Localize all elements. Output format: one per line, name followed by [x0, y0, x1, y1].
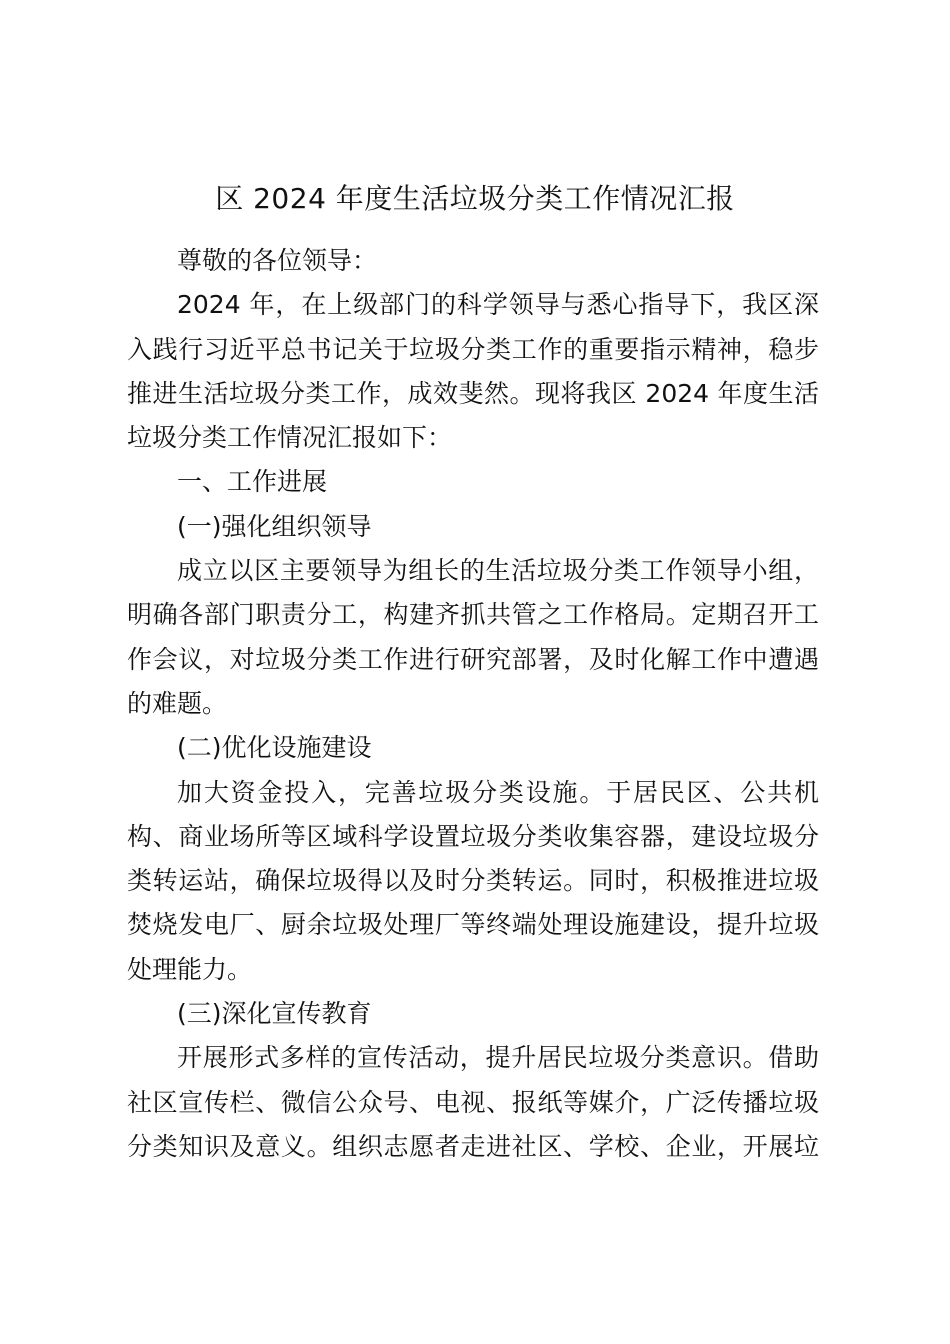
body-line: 构、商业场所等区域科学设置垃圾分类收集容器，建设垃圾分: [127, 821, 819, 851]
body-line: 的难题。: [127, 688, 228, 718]
body-line: (二)优化设施建设: [177, 733, 372, 763]
body-line: 类转运站，确保垃圾得以及时分类转运。同时，积极推进垃圾: [127, 866, 819, 896]
body-line: 推进生活垃圾分类工作，成效斐然。现将我区 2024 年度生活: [127, 378, 819, 408]
body-line: 成立以区主要领导为组长的生活垃圾分类工作领导小组，: [177, 556, 819, 586]
document-body: [127, 239, 819, 1169]
body-line: 焚烧发电厂、厨余垃圾处理厂等终端处理设施建设，提升垃圾: [127, 910, 819, 940]
body-line: 2024 年，在上级部门的科学领导与悉心指导下，我区深: [177, 290, 819, 320]
body-line: (一)强化组织领导: [177, 511, 372, 541]
body-line: 作会议，对垃圾分类工作进行研究部署，及时化解工作中遭遇: [127, 644, 819, 674]
body-line: 分类知识及意义。组织志愿者走进社区、学校、企业，开展垃: [127, 1131, 819, 1161]
document-title: 区 2024 年度生活垃圾分类工作情况汇报: [215, 182, 735, 215]
body-line: 一、工作进展: [177, 467, 328, 497]
body-line: 开展形式多样的宣传活动，提升居民垃圾分类意识。借助: [177, 1043, 819, 1073]
body-line: 处理能力。: [127, 954, 253, 984]
body-line: 入践行习近平总书记关于垃圾分类工作的重要指示精神，稳步: [127, 334, 819, 364]
body-line: 明确各部门职责分工，构建齐抓共管之工作格局。定期召开工: [127, 600, 819, 630]
body-line: 垃圾分类工作情况汇报如下：: [127, 423, 453, 453]
body-line: 尊敬的各位领导：: [177, 246, 378, 275]
body-line: (三)深化宣传教育: [177, 999, 372, 1029]
body-line: 加大资金投入，完善垃圾分类设施。于居民区、公共机: [177, 777, 819, 807]
body-line: 社区宣传栏、微信公众号、电视、报纸等媒介，广泛传播垃圾: [127, 1087, 819, 1117]
